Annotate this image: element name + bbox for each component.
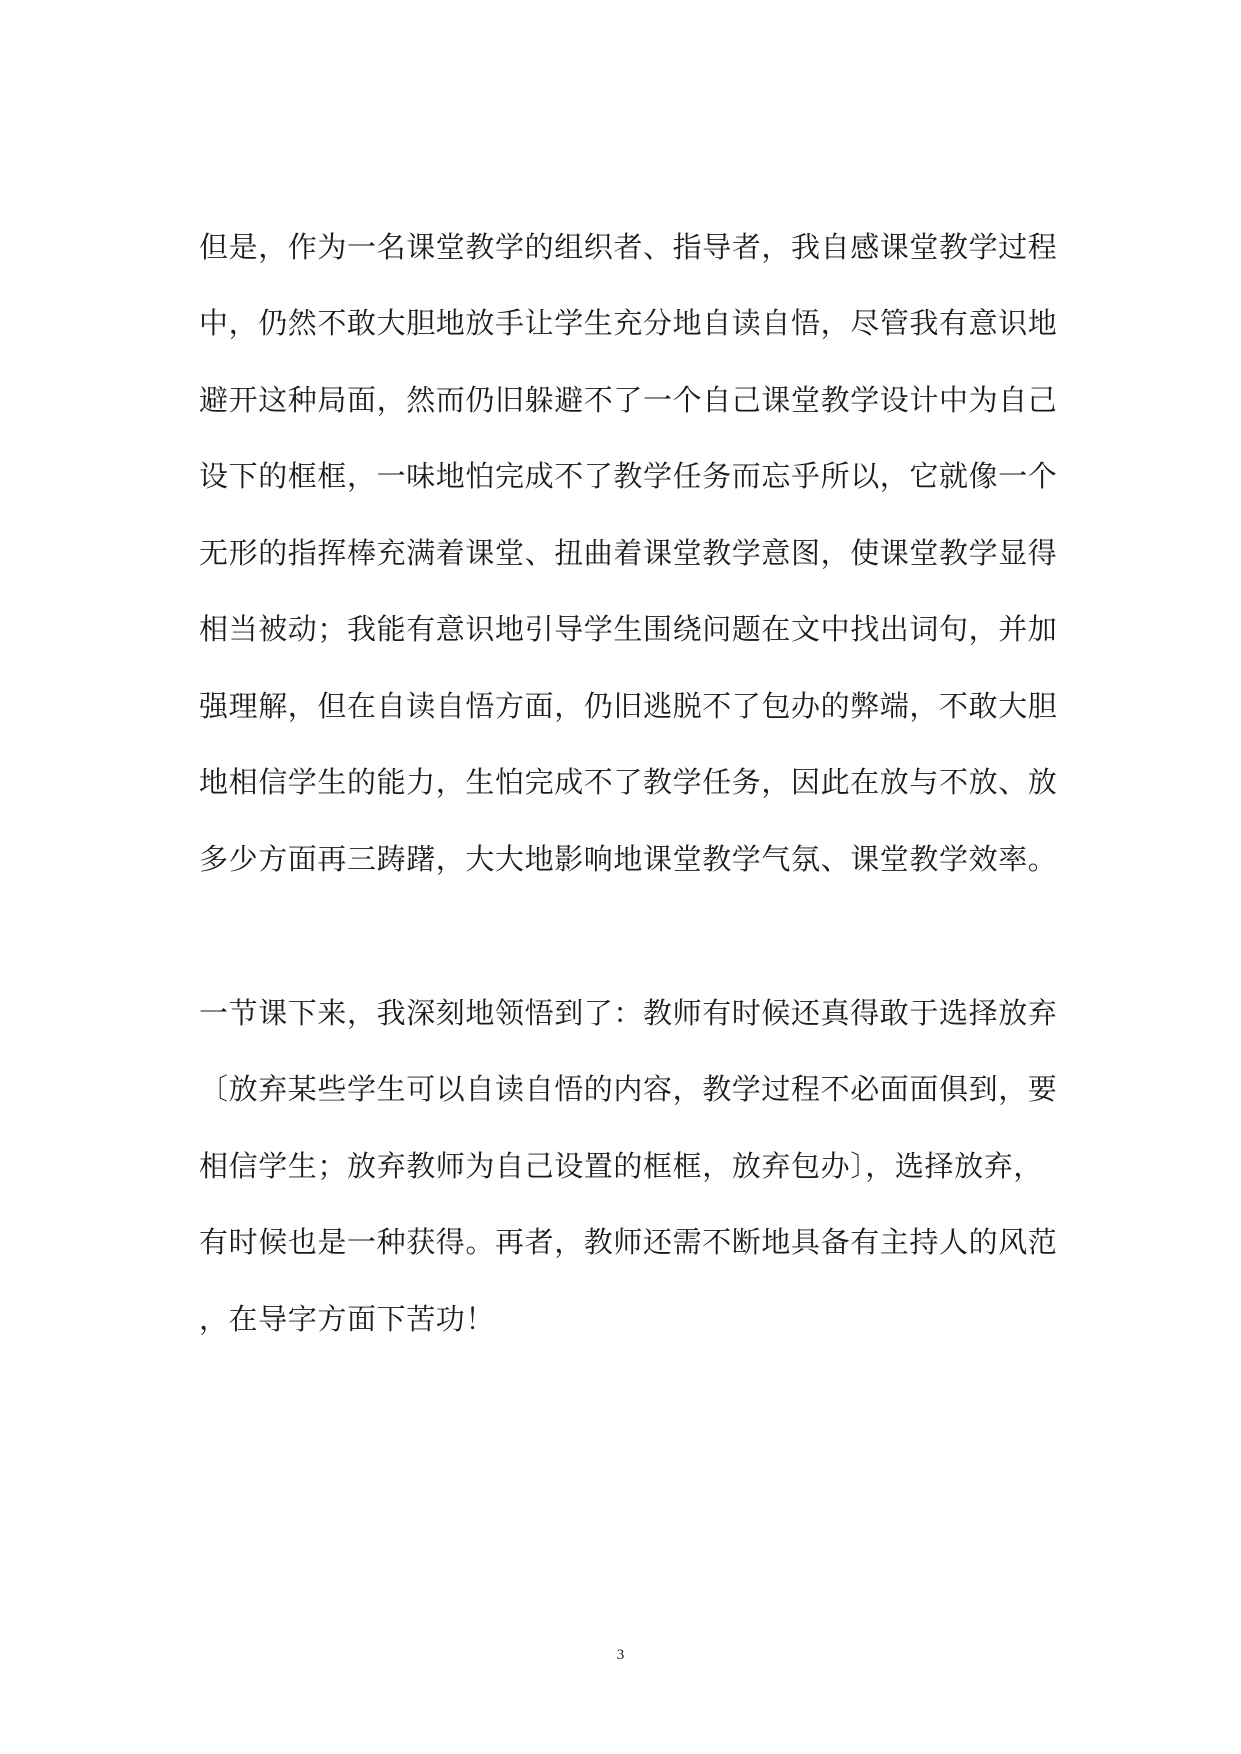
text-line: 但是，作为一名课堂教学的组织者、指导者，我自感课堂教学过程 [199,230,1058,264]
text-line: 避开这种局面，然而仍旧躲避不了一个自己课堂教学设计中为自己 [199,383,1058,417]
text-line: 强理解，但在自读自悟方面，仍旧逃脱不了包办的弊端，不敢大胆 [199,689,1058,723]
text-line: 相当被动；我能有意识地引导学生围绕问题在文中找出词句，并加 [199,612,1058,646]
text-line: 〔放弃某些学生可以自读自悟的内容，教学过程不必面面俱到，要 [199,1072,1058,1106]
text-line: 地相信学生的能力，生怕完成不了教学任务，因此在放与不放、放 [199,765,1058,799]
text-line: 有时候也是一种获得。再者，教师还需不断地具备有主持人的风范 [199,1225,1058,1259]
text-line: 多少方面再三踌躇，大大地影响地课堂教学气氛、课堂教学效率。 [199,842,1058,876]
text-line: ，在导字方面下苦功！ [199,1302,496,1336]
text-line: 相信学生；放弃教师为自己设置的框框，放弃包办〕，选择放弃， [199,1149,1043,1183]
text-line: 中，仍然不敢大胆地放手让学生充分地自读自悟，尽管我有意识地 [199,306,1058,340]
text-line: 无形的指挥棒充满着课堂、扭曲着课堂教学意图，使课堂教学显得 [199,536,1058,570]
text-line: 设下的框框，一味地怕完成不了教学任务而忘乎所以，它就像一个 [199,459,1058,493]
text-line: 一节课下来，我深刻地领悟到了：教师有时候还真得敢于选择放弃 [199,996,1058,1030]
page-number: 3 [616,1647,625,1663]
